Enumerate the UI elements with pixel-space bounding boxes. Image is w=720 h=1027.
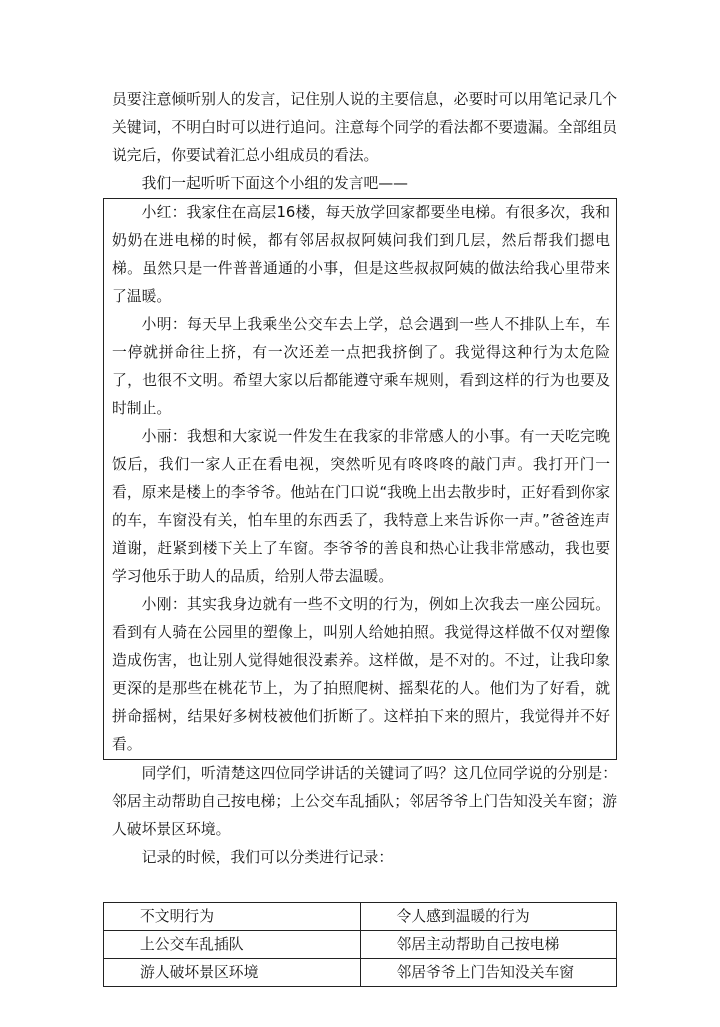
classification-table bbox=[103, 902, 617, 987]
table-row bbox=[104, 931, 617, 959]
table-cell: 邻居爷爷上门告知没关车窗 bbox=[360, 959, 617, 987]
header-warm: 令人感到温暖的行为 bbox=[360, 903, 617, 931]
table-cell: 游人破坏景区环境 bbox=[104, 959, 361, 987]
table-cell: 上公交车乱插队 bbox=[104, 931, 361, 959]
intro-lead: 我们一起听听下面这个小组的发言吧—— bbox=[141, 175, 408, 192]
speech-xiaoming: 小明：每天早上我乘坐公交车去上学，总会遇到一些人不排队上车，车一停就拼命往上挤，有一次还差一点把我挤倒了。我觉得这种行为太危险了，也很不文明。希望大家以后都能遵守乘车规则，看到这样的行为也要及时制止。 bbox=[112, 316, 610, 417]
speeches-box bbox=[103, 198, 617, 760]
document-page bbox=[103, 0, 617, 1027]
table-cell: 邻居主动帮助自己按电梯 bbox=[360, 931, 617, 959]
table-header-row bbox=[104, 903, 617, 931]
summary-lead: 记录的时候，我们可以分类进行记录： bbox=[141, 849, 394, 866]
header-uncivil: 不文明行为 bbox=[104, 903, 361, 931]
speech-xiaogang: 小刚：其实我身边就有一些不文明的行为，例如上次我去一座公园玩。看到有人骑在公园里的塑像上，叫别人给她拍照。我觉得这样做不仅对塑像造成伤害，也让别人觉得她很没素养。这样做，是不对的。不过，让我印象更深的是那些在桃花节上，为了拍照爬树、摇梨花的人。他们为了好看，就拼命摇树，结果好多树枝被他们折断了。这样拍下来的照片，我觉得并不好看。 bbox=[112, 596, 610, 753]
speech-xiaoli: 小丽：我想和大家说一件发生在我家的非常感人的小事。有一天吃完晚饭后，我们一家人正在看电视，突然听见有咚咚咚的敲门声。我打开门一看，原来是楼上的李爷爷。他站在门口说“我晚上出去散步时，正好看到你家的车，车窗没有关，怕车里的东西丢了，我特意上来告诉你一声。”爸爸连声道谢，赶紧到楼下关上了车窗。李爷爷的善良和热心让我非常感动，我也要学习他乐于助人的品质，给别人带去温暖。 bbox=[112, 428, 610, 585]
summary-paragraph: 同学们，听清楚这四位同学讲话的关键词了吗？这几位同学说的分别是：邻居主动帮助自己按电梯；上公交车乱插队；邻居爷爷上门告知没关车窗；游人破坏景区环境。 bbox=[112, 765, 617, 838]
speech-xiaohong: 小红：我家住在高层16楼，每天放学回家都要坐电梯。有很多次，我和奶奶在进电梯的时候，都有邻居叔叔阿姨问我们到几层，然后帮我们摁电梯。虽然只是一件普普通通的小事，但是这些叔叔阿姨的做法给我心里带来了温暖。 bbox=[112, 204, 610, 305]
table-row bbox=[104, 959, 617, 987]
spacer bbox=[103, 872, 617, 902]
intro-paragraph: 员要注意倾听别人的发言，记住别人说的主要信息，必要时可以用笔记录几个关键词，不明白时可以进行追问。注意每个同学的看法都不要遗漏。全部组员说完后，你要试着汇总小组成员的看法。 bbox=[112, 91, 617, 164]
